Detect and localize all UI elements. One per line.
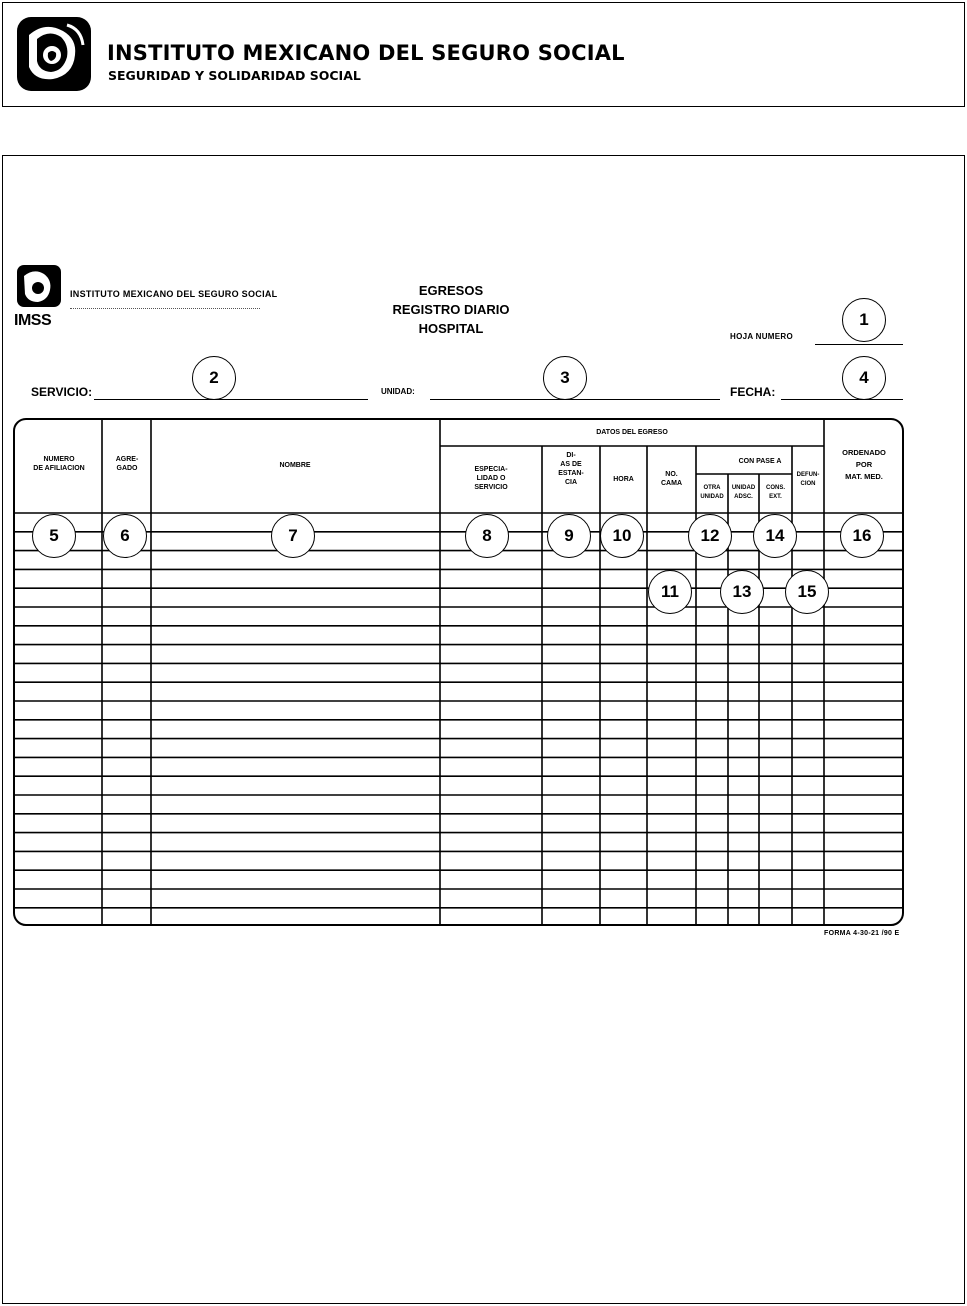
form-title-line-1: EGRESOS xyxy=(418,283,484,298)
callout-3: 3 xyxy=(543,356,587,400)
institution-subtitle: SEGURIDAD Y SOLIDARIDAD SOCIAL xyxy=(108,68,361,83)
callout-1: 1 xyxy=(842,298,886,342)
col-consulta-ext: CONS. EXT. xyxy=(765,485,785,500)
institution-name: INSTITUTO MEXICANO DEL SEGURO SOCIAL xyxy=(107,41,625,65)
callout-15: 15 xyxy=(785,570,829,614)
col-hora: HORA xyxy=(613,476,634,483)
col-nombre: NOMBRE xyxy=(279,462,311,469)
col-agregado: AGRE- GADO xyxy=(115,456,139,472)
callout-14: 14 xyxy=(753,514,797,558)
callout-13: 13 xyxy=(720,570,764,614)
callout-4: 4 xyxy=(842,356,886,400)
unidad-label: UNIDAD: xyxy=(381,387,415,396)
hoja-label: HOJA NUMERO xyxy=(730,332,794,341)
callout-2: 2 xyxy=(192,356,236,400)
form-title-line-2: REGISTRO DIARIO xyxy=(392,302,510,317)
callout-10: 10 xyxy=(600,514,644,558)
callout-6: 6 xyxy=(103,514,147,558)
form-logo-label: IMSS xyxy=(14,312,52,329)
fecha-label: FECHA: xyxy=(730,385,776,399)
form-title-line-3: HOSPITAL xyxy=(418,321,484,336)
col-especialidad: ESPECIA- LIDAD O SERVICIO xyxy=(474,466,508,491)
callout-16: 16 xyxy=(840,514,884,558)
col-cama: NO. CAMA xyxy=(661,471,682,487)
con-pase-group: CON PASE A xyxy=(738,458,782,465)
col-dias-estancia: DI- AS DE ESTAN- CIA xyxy=(558,452,584,486)
col-otra-unidad: OTRA UNIDAD xyxy=(700,485,724,500)
col-numero-afiliacion: NUMERO DE AFILIACION xyxy=(33,456,85,472)
callout-11: 11 xyxy=(648,570,692,614)
callout-5: 5 xyxy=(32,514,76,558)
form-code: FORMA 4-30-21 /90 E xyxy=(824,930,900,937)
form-institution: INSTITUTO MEXICANO DEL SEGURO SOCIAL xyxy=(70,289,278,299)
callout-7: 7 xyxy=(271,514,315,558)
datos-egreso-group: DATOS DEL EGRESO xyxy=(596,429,668,436)
callout-8: 8 xyxy=(465,514,509,558)
col-defuncion: DEFUN- CION xyxy=(796,472,820,487)
col-ordenado: ORDENADO POR MAT. MED. xyxy=(842,448,886,481)
col-unidad-adscripcion: UNIDAD ADSC. xyxy=(731,485,756,500)
servicio-label: SERVICIO: xyxy=(31,385,93,399)
callout-9: 9 xyxy=(547,514,591,558)
callout-12: 12 xyxy=(688,514,732,558)
